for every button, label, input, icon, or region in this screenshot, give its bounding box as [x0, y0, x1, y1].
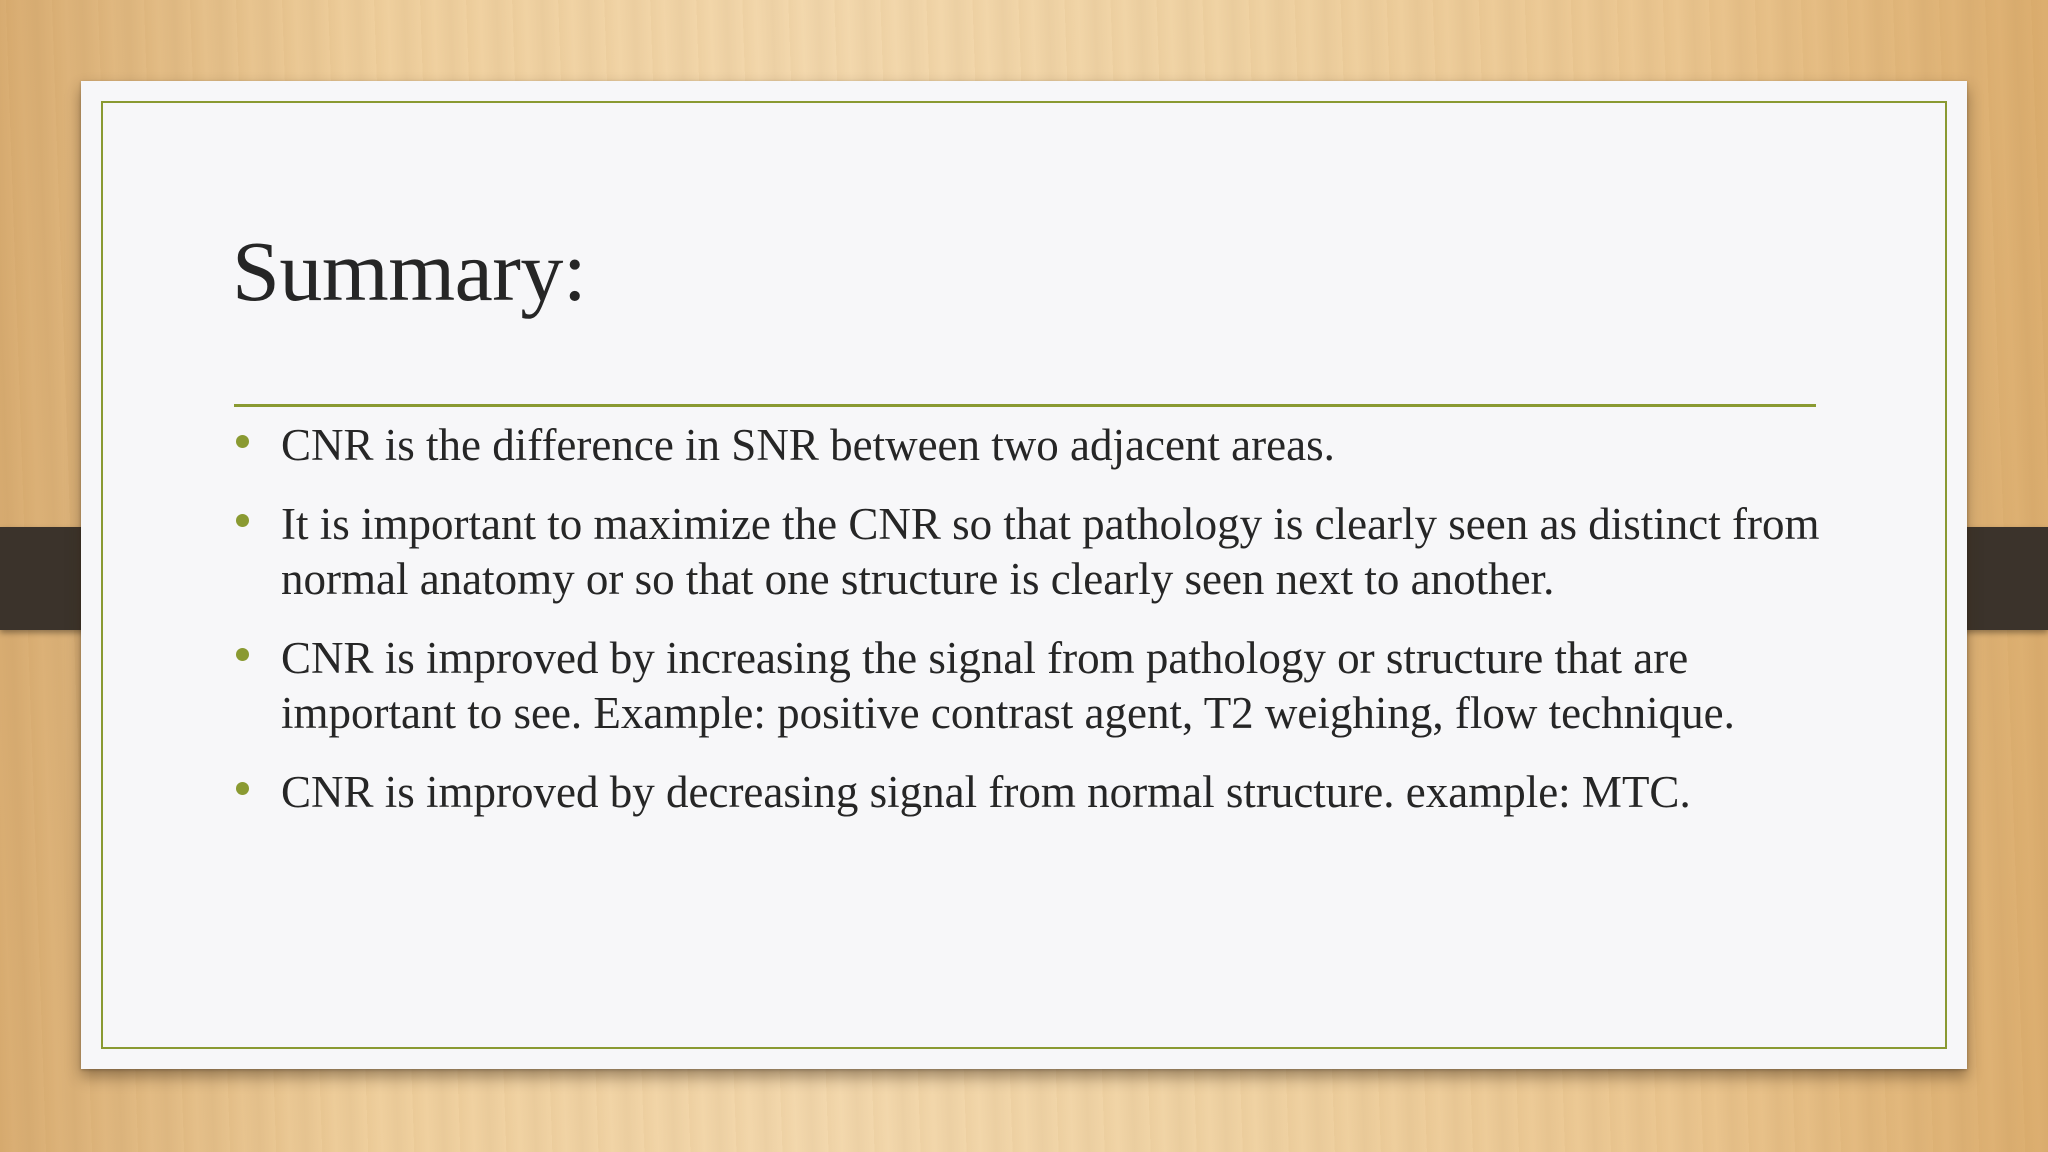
bullet-list	[232, 418, 1832, 844]
bullet-dot-icon	[236, 435, 249, 448]
bullet-item	[232, 765, 1832, 820]
bullet-text: CNR is improved by increasing the signal from pathology or structure that are important to see. Example: positive contrast agent, T2 weighing, flow technique.	[281, 633, 1735, 738]
slide-title: Summary:	[232, 223, 587, 319]
bullet-dot-icon	[236, 514, 249, 527]
title-divider	[234, 404, 1816, 407]
bullet-item	[232, 418, 1832, 473]
bullet-text: CNR is improved by decreasing signal from normal structure. example: MTC.	[281, 767, 1691, 817]
bullet-item	[232, 631, 1832, 741]
bullet-text: CNR is the difference in SNR between two adjacent areas.	[281, 420, 1335, 470]
bullet-dot-icon	[236, 648, 249, 661]
bullet-dot-icon	[236, 782, 249, 795]
bullet-item	[232, 497, 1832, 607]
slide	[81, 81, 1967, 1069]
bullet-text: It is important to maximize the CNR so that pathology is clearly seen as distinct from normal anatomy or so that one structure is clearly seen next to another.	[281, 499, 1820, 604]
